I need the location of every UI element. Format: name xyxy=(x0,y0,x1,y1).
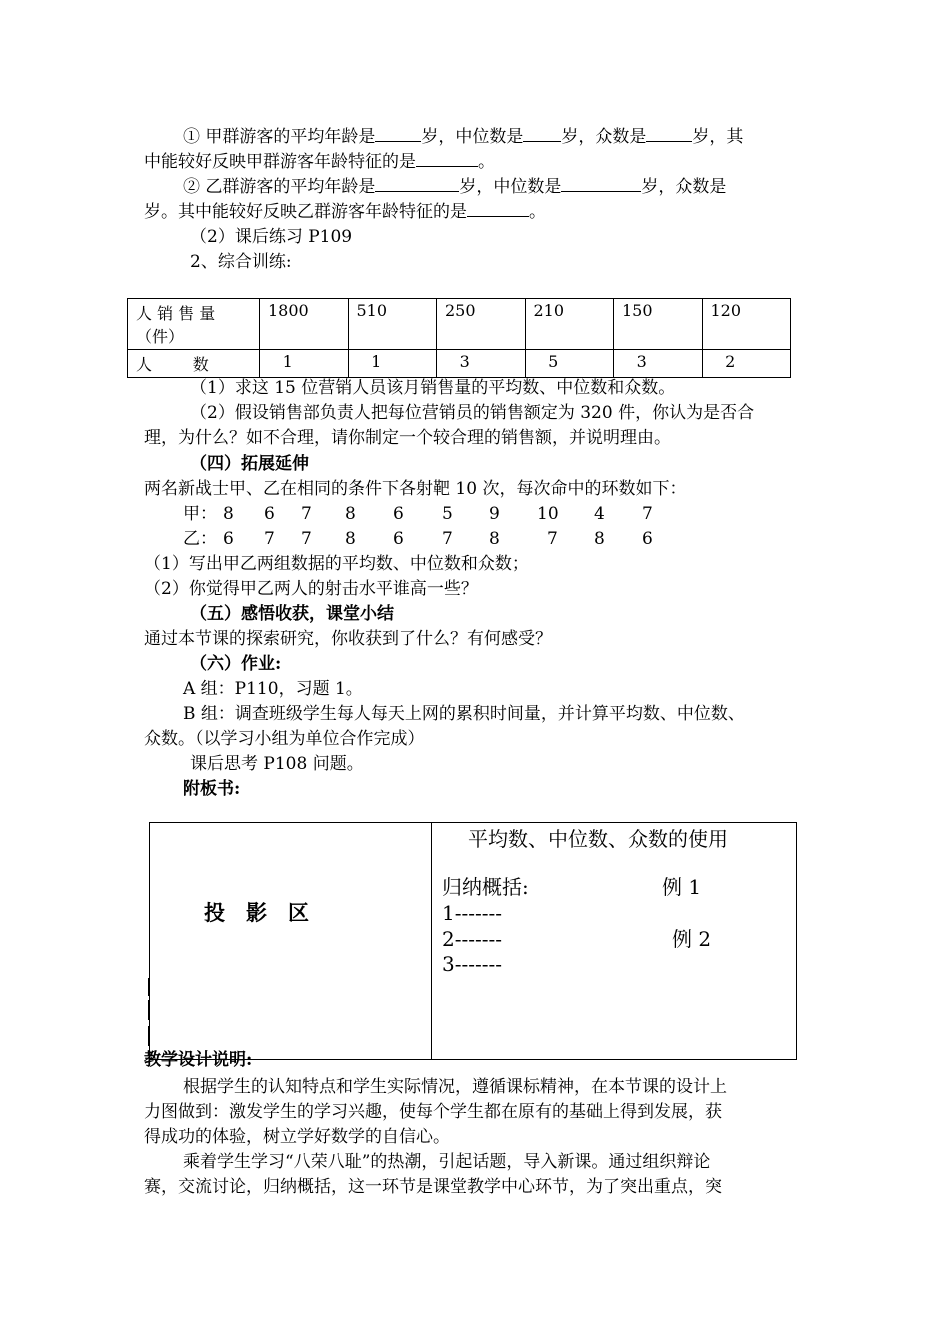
table-cell: 2 xyxy=(702,350,791,378)
training-question-2-line1: （2）假设销售部负责人把每位营销员的销售额定为 320 件，你认为是否合 xyxy=(190,403,755,423)
board-example-1: 例 1 xyxy=(662,875,702,899)
jia-value: 9 xyxy=(489,504,500,524)
yi-value: 6 xyxy=(642,529,653,549)
summary-text: 通过本节课的探索研究，你收获到了什么？有何感受？ xyxy=(144,629,552,649)
homework-group-b-line2: 众数。（以学习小组为单位合作完成） xyxy=(144,729,425,749)
table-cell: 210 xyxy=(525,299,614,350)
margin-mark xyxy=(148,1000,149,1020)
design-paragraph-2-line1: 乘着学生学习“八荣八耻”的热潮，引起话题，导入新课。通过组织辩论 xyxy=(183,1152,711,1172)
design-paragraph-2-line2: 赛，交流讨论，归纳概括，这一环节是课堂教学中心环节，为了突出重点，突 xyxy=(144,1177,722,1197)
question-b-line2: 岁。其中能较好反映乙群游客年龄特征的是 。 xyxy=(144,202,546,222)
table-row xyxy=(128,299,791,350)
answer-blank xyxy=(646,125,692,142)
table-row xyxy=(128,350,791,378)
jia-value: 7 xyxy=(642,504,653,524)
board-example-2: 例 2 xyxy=(672,927,712,951)
training-heading: 2、综合训练: xyxy=(190,252,292,272)
extension-heading: （四）拓展延伸 xyxy=(190,454,309,474)
yi-value: 6 xyxy=(393,529,404,549)
board-heading: 附板书: xyxy=(183,779,241,799)
homework-group-a: A 组：P110，习题 1。 xyxy=(183,679,363,699)
design-paragraph-1-line1: 根据学生的认知特点和学生实际情况，遵循课标精神，在本节课的设计上 xyxy=(183,1077,727,1097)
summary-heading: （五）感悟收获，课堂小结 xyxy=(190,604,394,624)
table-cell: 1800 xyxy=(260,299,349,350)
question-b-line1: ② 乙群游客的平均年龄是 岁，中位数是 岁，众数是 xyxy=(183,177,727,197)
jia-value: 6 xyxy=(264,504,275,524)
table-cell: 510 xyxy=(348,299,437,350)
table-cell: 1 xyxy=(260,350,349,378)
homework-heading: （六）作业: xyxy=(190,654,282,674)
jia-value: 4 xyxy=(594,504,605,524)
question-a-line2: 中能较好反映甲群游客年龄特征的是 。 xyxy=(144,152,495,172)
table-header-cell: 人 销 售 量 （件） xyxy=(128,299,260,350)
answer-blank xyxy=(561,175,641,192)
margin-mark xyxy=(148,1026,149,1046)
jia-value: 8 xyxy=(345,504,356,524)
table-cell: 3 xyxy=(437,350,526,378)
yi-value: 7 xyxy=(301,529,312,549)
table-header-cell: 人 数 xyxy=(128,350,260,378)
answer-blank xyxy=(375,125,421,142)
extension-question-2: （2）你觉得甲乙两人的射击水平谁高一些？ xyxy=(144,579,478,599)
jia-value: 7 xyxy=(301,504,312,524)
design-paragraph-1-line2: 力图做到：激发学生的学习兴趣，使每个学生都在原有的基础上得到发展，获 xyxy=(144,1102,722,1122)
table-cell: 120 xyxy=(702,299,791,350)
homework-think: 课后思考 P108 问题。 xyxy=(190,754,364,774)
yi-value: 8 xyxy=(489,529,500,549)
yi-value: 8 xyxy=(345,529,356,549)
board-item-1: 1------- xyxy=(442,901,503,925)
extension-question-1: （1）写出甲乙两组数据的平均数、中位数和众数； xyxy=(144,554,529,574)
table-cell: 150 xyxy=(614,299,703,350)
homework-group-b-line1: B 组：调查班级学生每人每天上网的累积时间量，并计算平均数、中位数、 xyxy=(183,704,745,724)
answer-blank xyxy=(467,200,529,217)
yi-value: 7 xyxy=(547,529,558,549)
board-title: 平均数、中位数、众数的使用 xyxy=(468,827,728,851)
training-question-2-line2: 理，为什么？如不合理，请你制定一个较合理的销售额，并说明理由。 xyxy=(144,428,671,448)
yi-value: 6 xyxy=(223,529,234,549)
answer-blank xyxy=(523,125,561,142)
jia-value: 5 xyxy=(442,504,453,524)
margin-mark xyxy=(148,978,149,996)
yi-value: 8 xyxy=(594,529,605,549)
jia-value: 10 xyxy=(537,504,559,524)
table-cell: 5 xyxy=(525,350,614,378)
answer-blank xyxy=(375,175,459,192)
board-item-2: 2------- xyxy=(442,927,503,951)
yi-value: 7 xyxy=(264,529,275,549)
table-cell: 250 xyxy=(437,299,526,350)
design-heading: 教学设计说明: xyxy=(144,1050,253,1070)
sales-table xyxy=(127,298,791,378)
answer-blank xyxy=(416,150,478,167)
table-cell: 1 xyxy=(348,350,437,378)
extension-intro: 两名新战士甲、乙在相同的条件下各射靶 10 次，每次命中的环数如下： xyxy=(144,479,687,499)
jia-label: 甲： xyxy=(183,504,217,524)
blackboard-plan xyxy=(149,822,797,1060)
projection-area-label: 投 影 区 xyxy=(204,900,309,925)
jia-value: 8 xyxy=(223,504,234,524)
table-cell: 3 xyxy=(614,350,703,378)
board-item-3: 3------- xyxy=(442,952,503,976)
board-divider xyxy=(431,823,432,1059)
jia-value: 6 xyxy=(393,504,404,524)
yi-value: 7 xyxy=(442,529,453,549)
question-a-line1: ① 甲群游客的平均年龄是 岁，中位数是 岁，众数是 岁，其 xyxy=(183,127,744,147)
yi-label: 乙： xyxy=(183,529,217,549)
practice-line: （2）课后练习 P109 xyxy=(190,227,353,247)
board-summary-label: 归纳概括: xyxy=(442,875,529,899)
training-question-1: （1）求这 15 位营销人员该月销售量的平均数、中位数和众数。 xyxy=(190,378,676,398)
design-paragraph-1-line3: 得成功的体验，树立学好数学的自信心。 xyxy=(144,1127,450,1147)
